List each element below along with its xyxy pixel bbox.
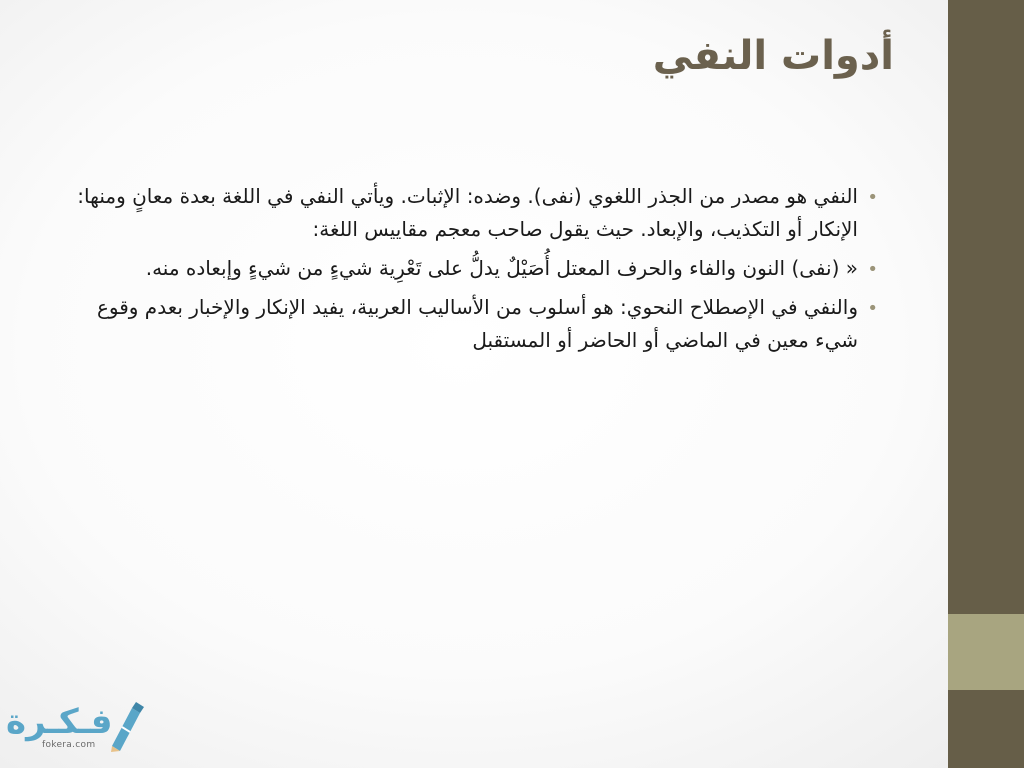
logo-url: fokera.com — [42, 740, 96, 750]
pencil-icon — [100, 702, 144, 752]
bullet-item — [70, 291, 890, 357]
bullet-text: والنفي في الإصطلاح النحوي: هو أسلوب من الأساليب العربية، يفيد الإنكار والإخبار بعدم وقوع شيء معين في الماضي أو الحاضر أو المستقبل — [96, 295, 858, 352]
bullet-icon: • — [867, 187, 878, 208]
slide-title: أدوات النفي — [652, 33, 894, 79]
logo-name: فـكـرة — [6, 702, 113, 742]
bullet-list — [70, 180, 890, 363]
bullet-text: « (نفى) النون والفاء والحرف المعتل أُصَيْلٌ يدلُّ على تَعْرِية شيءٍ من شيءٍ وإبعاده منه. — [145, 256, 858, 280]
bullet-icon: • — [867, 259, 878, 280]
logo — [4, 700, 144, 756]
side-accent-block — [948, 614, 1024, 690]
bullet-text: النفي هو مصدر من الجذر اللغوي (نفى). وضده: الإثبات. ويأتي النفي في اللغة بعدة معانٍ ومنها: الإنكار أو التكذيب، والإبعاد. حيث يقول صاحب معجم مقاييس اللغة: — [77, 184, 858, 241]
bullet-item — [70, 180, 890, 246]
bullet-icon: • — [867, 298, 878, 319]
bullet-item — [70, 252, 890, 285]
